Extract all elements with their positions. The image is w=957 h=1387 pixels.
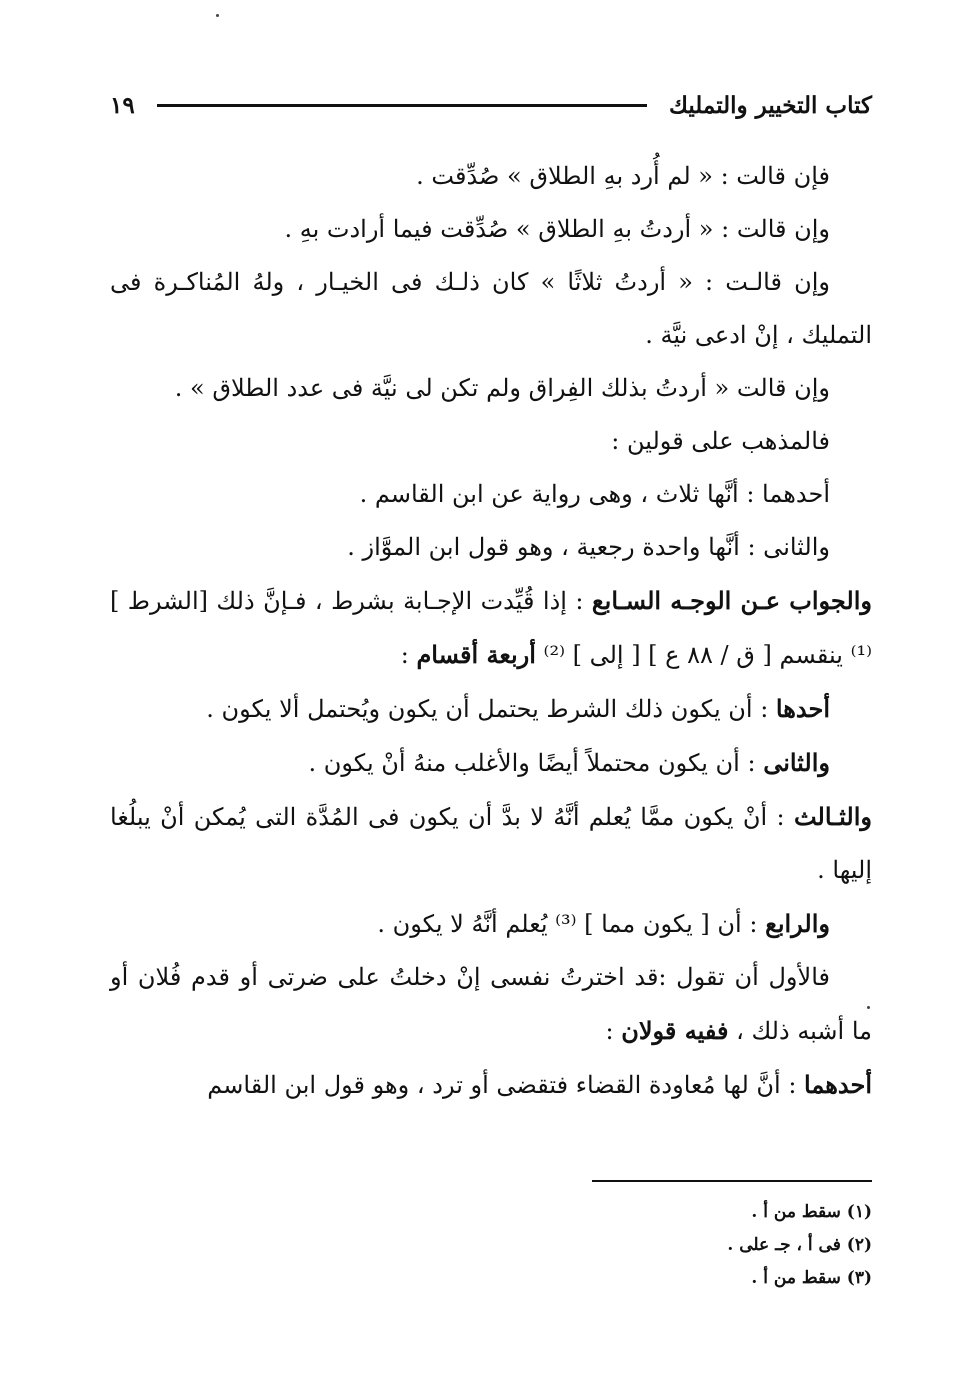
paragraph-text: فإن قالت : « لم أُرد بهِ الطلاق » صُدِّقت . [416,162,830,190]
paragraph-text: وإن قالت « أردتُ بذلك الفِراق ولم تكن لى نيَّة فى عدد الطلاق » . [174,374,830,402]
paragraph-emphasis: ففيه قولان [621,1016,729,1045]
paragraph-heading: والجواب عـن الوجـه السـابع [591,586,872,615]
paragraph-emphasis: أربعة أقسام [416,640,536,669]
paragraph-text: وإن قالـت : « أردتُ ثلاثًا » كان ذلـك فى الخيـار ، ولهُ المُناكـرة فى التمليك ، إنْ ادعى نيَّة . [110,268,872,349]
paragraph-3 [110,256,872,362]
paragraph-5 [110,415,872,468]
paragraph-11 [110,790,872,897]
main-text [110,150,872,1112]
paragraph-13 [110,951,872,1058]
paragraph-text: : أن يكون ذلك الشرط يحتمل أن يكون ويُحتمل ألا يكون . [206,695,776,723]
paragraph-text: فالمذهب على قولين : [611,427,830,455]
paragraph-text: : أنَّ لها مُعاودة القضاء فتقضى أو ترد ، وهو قول ابن القاسم [207,1071,805,1099]
footnotes [592,1180,872,1295]
paragraph-text: وإن قالت : « أردتُ بهِ الطلاق » صُدِّقت فيما أرادت بهِ . [284,215,830,243]
paragraph-heading: أحدها [775,694,830,723]
paragraph-text: فالأول أن تقول :قد اخترتُ نفسى إنْ دخلتُ على ضرتى أو قدم فُلان أو ما أشبه ذلك ، [110,963,872,1045]
paragraph-heading: والثـالث [793,802,872,831]
paragraph-text: : أنْ يكون ممَّا يُعلم أنَّهُ لا بدَّ أن يكون فى المُدَّة التى يُمكن أنْ يبلُغا إليها . [110,803,872,884]
footnote-1: (١) سقط من أ . [751,1202,872,1222]
scan-speck [216,14,219,17]
footnote-rule [592,1180,872,1182]
paragraph-text: : أن يكون محتملاً أيضًا والأغلب منهُ أنْ يكون . [308,749,764,777]
paragraph-text: والثانى : أنَّها واحدة رجعية ، وهو قول ابن الموَّاز . [347,533,830,561]
paragraph-7 [110,521,872,574]
footnote-2: (٢) فى أ ، جـ على . [727,1235,872,1255]
footnote-3: (٣) سقط من أ . [751,1268,872,1288]
paragraph-10 [110,736,872,790]
header-title: كتاب التخيير والتمليك [668,91,872,119]
paragraph-text: : أن [ يكون مما ] ⁽³⁾ يُعلم أنَّهُ لا يكون . [377,910,766,938]
paragraph-9 [110,682,872,736]
scan-speck [867,1006,870,1009]
paragraph-12 [110,897,872,951]
paragraph-1 [110,150,872,203]
paragraph-tail: : [400,641,417,669]
page-number: ١٩ [110,91,135,119]
paragraph-8 [110,574,872,682]
paragraph-heading: والرابع [765,909,830,938]
paragraph-6 [110,468,872,521]
paragraph-text: : إذا قُيِّدت الإجـابة بشرط ، فـإنَّ ذلك [الشرط ] ⁽¹⁾ ينقسم [ ق / ٨٨ ع ] [ إلى ] ⁽²⁾ [110,587,872,669]
running-header [110,90,872,120]
header-rule [157,104,647,107]
paragraph-14 [110,1058,872,1112]
paragraph-heading: أحدهما [804,1070,872,1099]
paragraph-text: أحدهما : أنَّها ثلاث ، وهى رواية عن ابن القاسم . [359,480,830,508]
paragraph-heading: والثانى [763,748,830,777]
paragraph-tail: : [605,1017,622,1045]
paragraph-2 [110,203,872,256]
paragraph-4 [110,362,872,415]
